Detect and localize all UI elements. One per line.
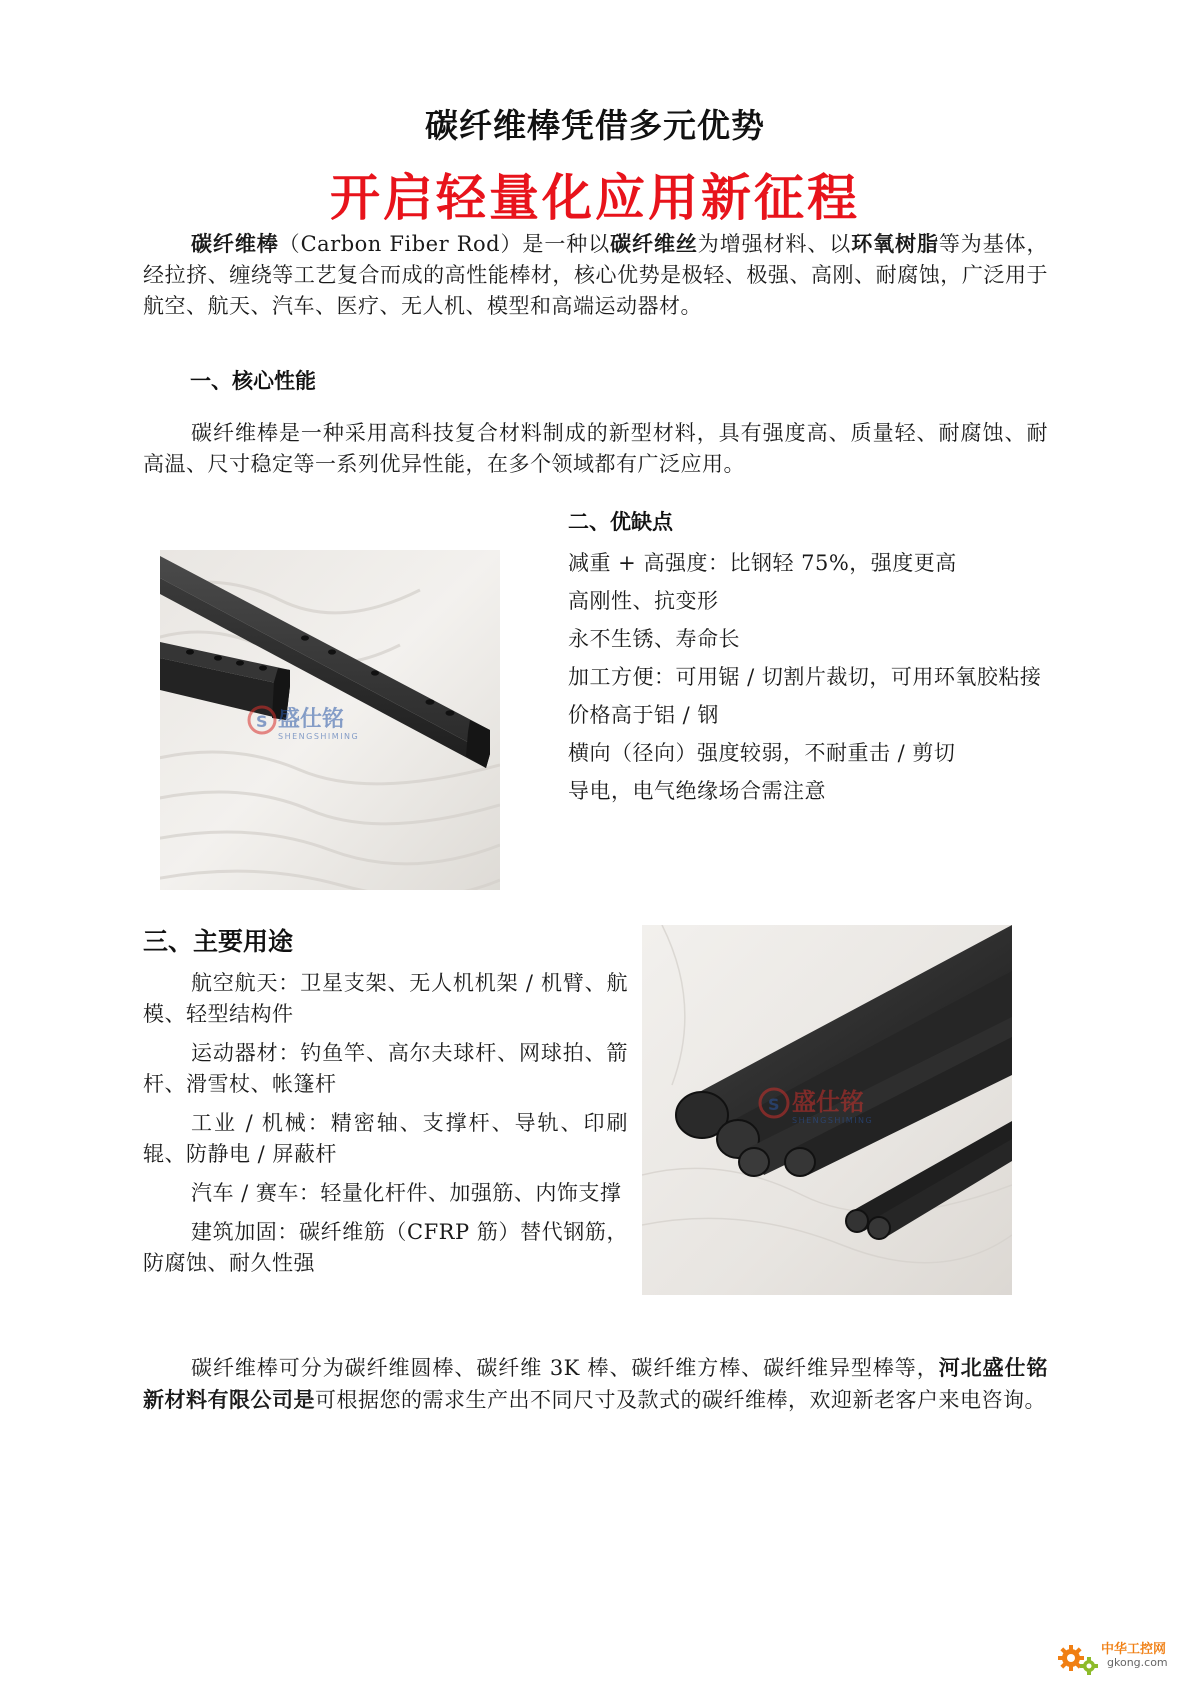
intro-text-3: 等为基体，经拉挤、缠绕等工艺复合而成的高性能棒材，核心优势是极轻、极强、高刚、耐腐蚀，广泛用于航空、航天、汽车、医疗、无人机、模型和高端运动器材。 — [143, 232, 1049, 318]
intro-bold-1: 碳纤维丝 — [610, 231, 698, 256]
round-rods-photo — [642, 925, 1012, 1295]
gkong-logo — [1055, 1630, 1180, 1680]
watermark-cn-2: 盛仕铭 — [792, 1088, 864, 1116]
section1-body: 碳纤维棒是一种采用高科技复合材料制成的新型材料，具有强度高、质量轻、耐腐蚀、耐高温、尺寸稳定等一系列优异性能，在多个领域都有广泛应用。 — [143, 421, 1048, 476]
title-line-2: 开启轻量化应用新征程 — [330, 168, 860, 227]
list-item: 减重 + 高强度：比钢轻 75%，强度更高 — [568, 551, 957, 575]
uses-list — [143, 968, 628, 1287]
intro-text-1: （Carbon Fiber Rod）是一种以 — [278, 232, 611, 256]
intro-term: 碳纤维棒 — [191, 231, 279, 256]
company-name: 河北盛仕铭新材料有限公司是 — [143, 1355, 1049, 1412]
pros-cons-list — [520, 548, 1050, 814]
list-item: 汽车 / 赛车：轻量化杆件、加强筋、内饰支撑 — [191, 1181, 622, 1205]
intro-paragraph — [143, 228, 1048, 322]
watermark-en-2: SHENGSHIMING — [792, 1116, 874, 1125]
list-item: 运动器材：钓鱼竿、高尔夫球杆、网球拍、箭杆、滑雪杖、帐篷杆 — [143, 1041, 628, 1096]
section1-heading: 一、核心性能 — [190, 369, 316, 393]
gkong-cn-text: 中华工控网 — [1101, 1642, 1167, 1657]
section3-heading: 三、主要用途 — [143, 927, 294, 956]
list-item: 航空航天：卫星支架、无人机机架 / 机臂、航模、轻型结构件 — [143, 971, 628, 1026]
gkong-en-text: gkong.com — [1107, 1656, 1168, 1669]
list-item: 加工方便：可用锯 / 切割片裁切，可用环氧胶粘接 — [568, 665, 1042, 689]
square-rods-photo — [160, 550, 500, 890]
section2-heading: 二、优缺点 — [568, 510, 673, 534]
intro-bold-2: 环氧树脂 — [851, 231, 939, 256]
watermark-cn-1: 盛仕铭 — [278, 707, 345, 732]
list-item: 建筑加固：碳纤维筋（CFRP 筋）替代钢筋，防腐蚀、耐久性强 — [143, 1220, 628, 1275]
closing-text-2: 可根据您的需求生产出不同尺寸及款式的碳纤维棒，欢迎新老客户来电咨询。 — [315, 1388, 1046, 1412]
intro-text-2: 为增强材料、以 — [697, 232, 852, 256]
list-item: 工业 / 机械：精密轴、支撑杆、导轨、印刷辊、防静电 / 屏蔽杆 — [143, 1111, 628, 1166]
closing-text-1: 碳纤维棒可分为碳纤维圆棒、碳纤维 3K 棒、碳纤维方棒、碳纤维异型棒等， — [191, 1356, 939, 1380]
watermark-en-1: SHENGSHIMING — [278, 732, 360, 741]
title-line-1: 碳纤维棒凭借多元优势 — [425, 106, 765, 145]
svg-text:S: S — [256, 712, 268, 731]
list-item: 导电，电气绝缘场合需注意 — [568, 779, 826, 803]
list-item: 永不生锈、寿命长 — [568, 627, 740, 651]
list-item: 价格高于铝 / 钢 — [568, 703, 719, 727]
closing-paragraph — [143, 1352, 1048, 1416]
gear-icon — [1055, 1630, 1105, 1680]
list-item: 横向（径向）强度较弱，不耐重击 / 剪切 — [568, 741, 956, 765]
svg-text:S: S — [768, 1095, 780, 1114]
list-item: 高刚性、抗变形 — [568, 589, 719, 613]
